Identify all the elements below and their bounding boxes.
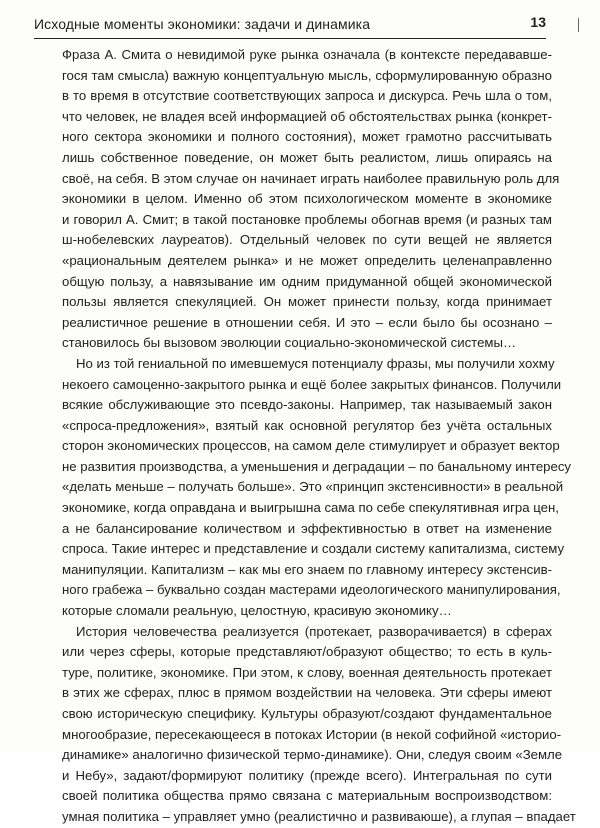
text-line: гося там смысла) важную концептуальную мысль, сформулированную образно — [62, 67, 552, 83]
text-line: манипуляции. Капитализм – как мы его знаем по главному интересу экстенсив- — [62, 561, 552, 577]
text-line: в этих же сферах, плюс в прямом воздействии на человека. Эти сферы имеют — [62, 685, 552, 701]
text-line: реалистичное решение в отношении себя. И это – если было бы осознано – — [62, 314, 552, 330]
page-header — [34, 10, 546, 39]
page-edge-mark — [578, 18, 579, 32]
text-line: Но из той гениальной по имевшемуся потенциалу фразы, мы получили хохму — [76, 355, 555, 371]
text-line: пользы является спекуляцией. Он может принести пользу, когда принимает — [62, 294, 552, 310]
text-line: «спроса-предложения», взятый как основной регулятор без учёта остальных — [62, 417, 552, 433]
text-line: лишь собственное поведение, он может быть реалистом, лишь опираясь на — [62, 149, 552, 165]
text-line: общую пользу, а навязывание им одним придуманной общей экономической — [62, 273, 552, 289]
text-line: экономике, когда оправдана и выигрышна сама по себе спекулятивная игра цен, — [62, 500, 559, 516]
text-line: туре, политике, экономике. При этом, к слову, военная деятельность протекает — [62, 664, 552, 680]
text-line: и Небу», задают/формируют политику (прежде всего). Интегральная по сути — [62, 767, 552, 783]
text-line: динамике» аналогично физической термо-динамике). Они, следуя своим «Земле — [62, 747, 563, 763]
body-text — [62, 45, 576, 828]
text-line: многообразие, пересекающееся в потоках Истории (в некой софийной «историо- — [62, 726, 562, 742]
text-line: всякие обслуживающие это псевдо-законы. Например, так называемый закон — [62, 397, 552, 413]
text-line: или через сферы, которые представляют/образуют общество; то есть в куль- — [62, 644, 552, 660]
text-line: которые сломали реальную, целостную, красивую экономику… — [62, 603, 452, 619]
text-line: ного грабежа – буквально создан мастерами идеологического манипулирования, — [62, 582, 561, 598]
text-line: умная политика – управляет умно (реалистично и развиваюше), а глупая – впадает — [62, 808, 576, 824]
paragraph — [62, 45, 560, 354]
page-number: 13 — [530, 14, 546, 30]
text-line: История человечества реализуется (протекает, разворачивается) в сферах — [76, 623, 552, 639]
text-line: своё, на себя. В этом случае он начинает играть наиболее правильную роль для — [62, 170, 560, 186]
text-line: не развития производства, а уменьшения и деградации – по банальному интересу — [62, 458, 572, 474]
text-line: и говорил А. Смит; в такой постановке проблемы обогнав время (и разных там — [62, 211, 552, 227]
text-line: свою историческую специфику. Культуры образуют/создают фундаментальное — [62, 706, 552, 721]
paragraph — [62, 622, 576, 828]
running-title: Исходные моменты экономики: задачи и динамика — [34, 16, 371, 32]
text-line: ного сектора экономики и полного состояния), может грамотно рассчитывать — [62, 129, 552, 145]
text-line: становилось бы вызовом эволюции социально-экономической системы… — [62, 335, 517, 351]
paragraph — [62, 354, 572, 622]
text-line: ш-нобелевских лауреатов). Отдельный человек по сути вещей не является — [62, 232, 552, 248]
text-line: своей политика общества прямо связана с материальным воспроизводством: — [62, 788, 552, 804]
text-line: экономики в целом. Именно об этом психологическом моменте в экономике — [62, 191, 552, 207]
text-line: «делать меньше – получать больше». Это «принцип экстенсивности» в реальной — [62, 479, 564, 495]
text-line: а не балансирование количеством и эффективностью в ответ на изменение — [62, 520, 552, 536]
text-line: что человек, не владея всей информацией об обстоятельствах рынка (конкрет- — [62, 108, 552, 124]
text-line: сторон экономических процессов, на самом деле стимулирует и образует вектор — [62, 438, 560, 454]
text-line: Фраза А. Смита о невидимой руке рынка означала (в контексте передававше- — [62, 47, 552, 62]
text-line: в то время в отсутствие соответствующих запроса и дискурса. Речь шла о том, — [62, 88, 552, 104]
text-line: «рациональным деятелем рынка» и не может определить целенаправленно — [62, 252, 552, 268]
text-line: некоего самоценно-закрытого рынка и ещё более закрытых финансов. Получили — [62, 376, 562, 392]
text-line: спроса. Такие интерес и представление и создали систему капитализма, систему — [62, 541, 565, 557]
